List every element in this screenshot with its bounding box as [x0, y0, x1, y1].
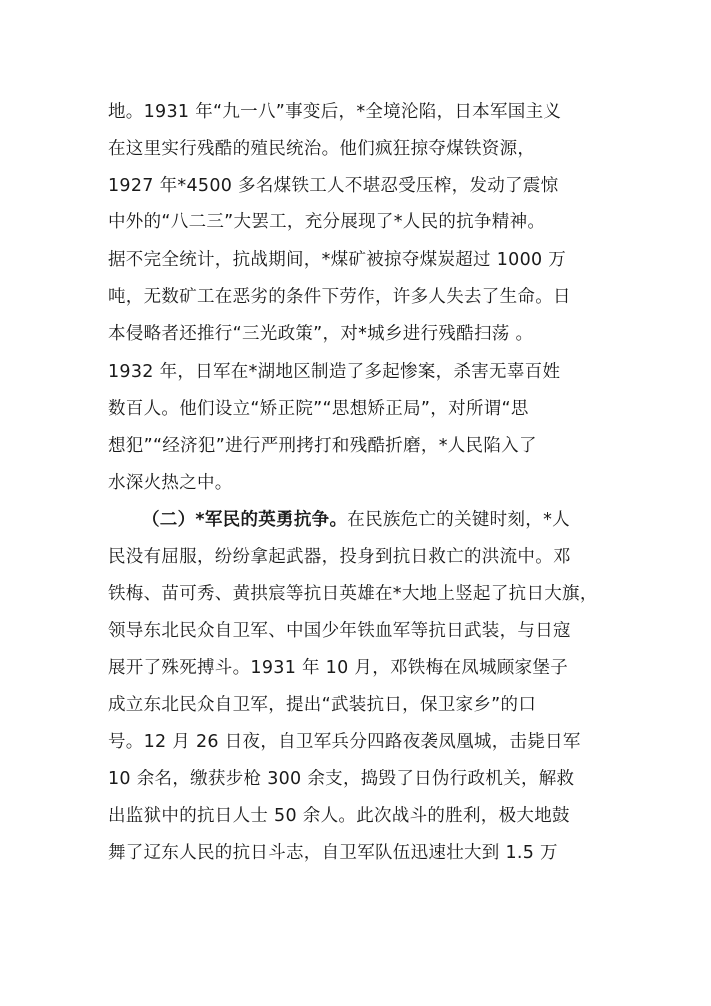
- text-line: 铁梅、苗可秀、黄拱宸等抗日英雄在*大地上竖起了抗日大旗，: [108, 584, 598, 604]
- text-line: 1927 年*4500 多名煤铁工人不堪忍受压榨，发动了震惊: [108, 176, 559, 196]
- text-line: 10 余名，缴获步枪 300 余支，捣毁了日伪行政机关，解救: [108, 769, 575, 789]
- section-line: [108, 508, 618, 534]
- text-line: 在这里实行残酷的殖民统治。他们疯狂掠夺煤铁资源，: [108, 139, 536, 159]
- text-line: 1932 年，日军在*湖地区制造了多起惨案，杀害无辜百姓: [108, 362, 561, 382]
- section-lead-text: 在民族危亡的关键时刻，*人: [347, 510, 570, 530]
- text-line: 舞了辽东人民的抗日斗志，自卫军队伍迅速壮大到 1.5 万: [108, 843, 558, 863]
- text-line: 号。12 月 26 日夜，自卫军兵分四路夜袭凤凰城，击毙日军: [108, 732, 581, 752]
- text-line: 地。1931 年“九一八”事变后，*全境沦陷，日本军国主义: [108, 102, 562, 122]
- text-line: 本侵略者还推行“三光政策”，对*城乡进行残酷扫荡 。: [108, 324, 534, 344]
- text-line: 出监狱中的抗日人士 50 余人。此次战斗的胜利，极大地鼓: [108, 806, 570, 826]
- text-line: 成立东北民众自卫军，提出“武装抗日，保卫家乡”的口: [108, 695, 537, 715]
- text-line: 中外的“八二三”大罢工，充分展现了*人民的抗争精神。: [108, 212, 546, 232]
- text-line: 展开了殊死搏斗。1931 年 10 月，邓铁梅在凤城顾家堡子: [108, 658, 568, 678]
- section-heading: （二）*军民的英勇抗争。: [142, 510, 348, 530]
- text-line: 领导东北民众自卫军、中国少年铁血军等抗日武装，与日寇: [108, 621, 571, 641]
- text-line: 水深火热之中。: [108, 473, 233, 493]
- text-line: 据不完全统计，抗战期间，*煤矿被掠夺煤炭超过 1000 万: [108, 250, 567, 270]
- text-line: 吨，无数矿工在恶劣的条件下劳作，许多人失去了生命。日: [108, 287, 571, 307]
- text-line: 民没有屈服，纷纷拿起武器，投身到抗日救亡的洪流中。邓: [108, 547, 571, 567]
- text-line: 想犯”“经济犯”进行严刑拷打和残酷折磨，*人民陷入了: [108, 436, 537, 456]
- text-line: 数百人。他们设立“矫正院”“思想矫正局”，对所谓“思: [108, 399, 529, 419]
